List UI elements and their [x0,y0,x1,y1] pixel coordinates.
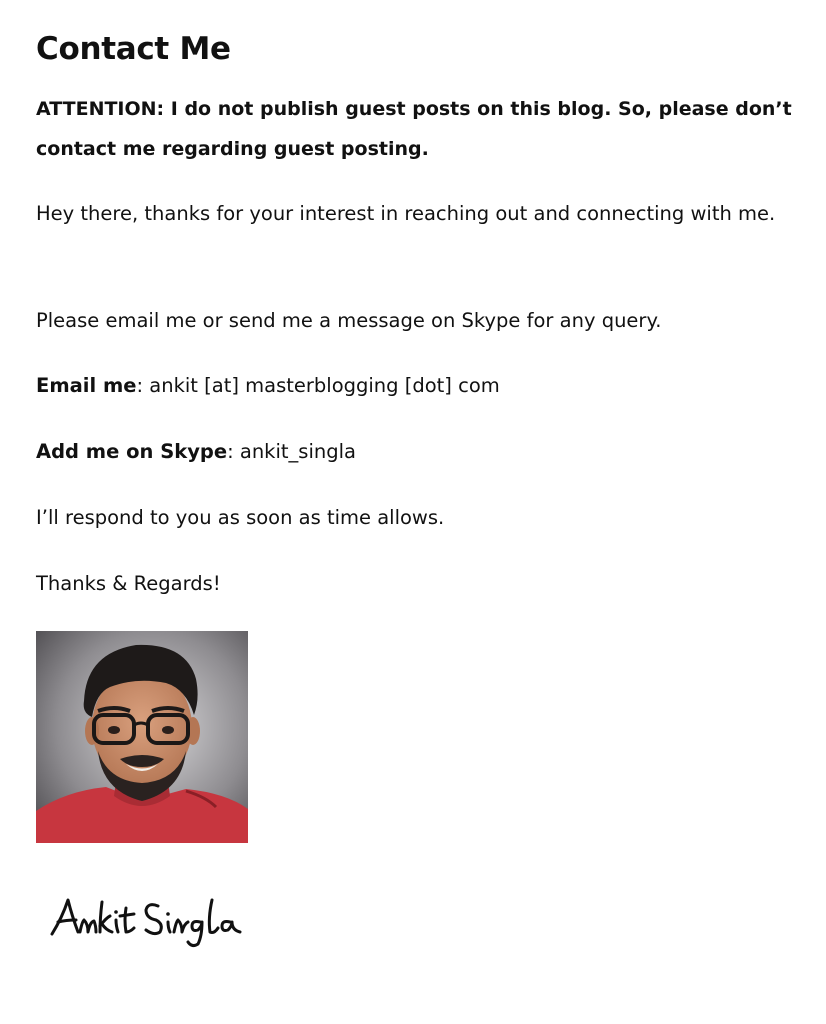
contact-instructions: Please email me or send me a message on Skype for any query. [36,309,662,332]
attention-notice: ATTENTION: I do not publish guest posts on this blog. So, please don’t contact me regarding guest posting. [36,98,792,160]
email-label: Email me [36,374,137,397]
signature-image [48,888,248,948]
email-value: : ankit [at] masterblogging [dot] com [136,374,500,397]
greeting-paragraph: Hey there, thanks for your interest in reaching out and connecting with me. [36,202,776,225]
email-line [36,366,796,406]
skype-label: Add me on Skype [36,440,228,463]
respond-paragraph: I’ll respond to you as soon as time allows. [36,506,445,529]
skype-value: : ankit_singla [227,440,356,463]
closing-line: Thanks & Regards! [36,572,221,595]
page-title: Contact Me [36,31,231,67]
skype-line [36,432,796,472]
author-photo [36,631,248,843]
